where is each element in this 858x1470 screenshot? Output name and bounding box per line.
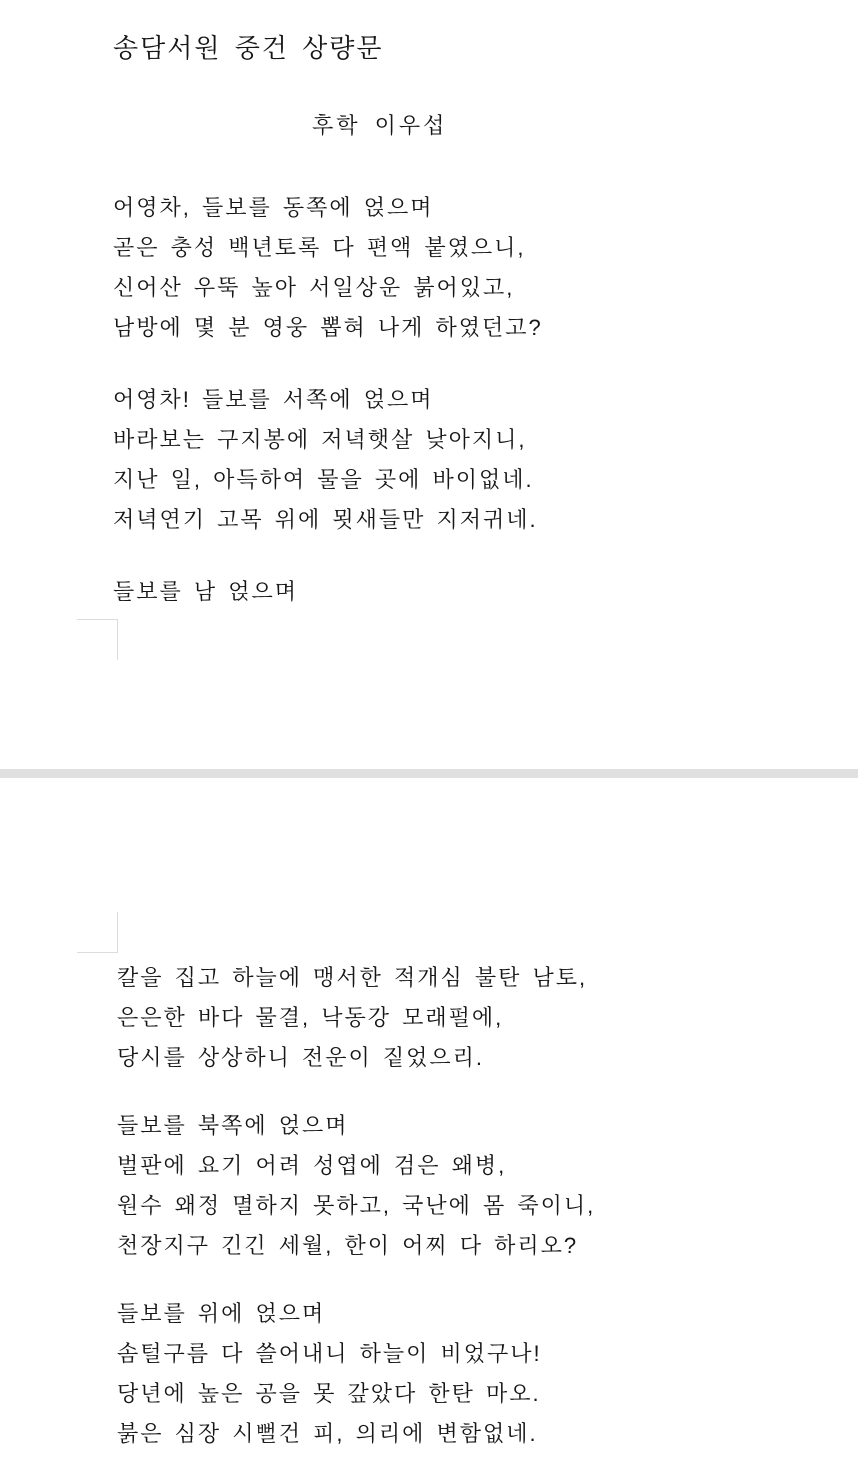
author-byline: 후학 이우섭: [312, 113, 448, 138]
poem-line: 솜털구름 다 쓸어내니 하늘이 비었구나!: [117, 1341, 542, 1366]
poem-line: 들보를 위에 얹으며: [117, 1301, 326, 1326]
poem-line: 남방에 몇 분 영웅 뽑혀 나게 하였던고?: [113, 315, 543, 340]
stanza-north-beam: [117, 1106, 818, 1266]
poem-line: 천장지구 긴긴 세월, 한이 어찌 다 하리오?: [117, 1233, 579, 1258]
stanza-upper-beam: [117, 1294, 818, 1454]
poem-line: 당시를 상상하니 전운이 짙었으리.: [117, 1045, 484, 1070]
text-boundary-corner-mark: [77, 619, 118, 660]
poem-line: 지난 일, 아득하여 물을 곳에 바이없네.: [113, 467, 534, 492]
poem-line: 곧은 충성 백년토록 다 편액 붙였으니,: [113, 235, 526, 260]
stanza-south-beam: [113, 572, 818, 612]
poem-line: 은은한 바다 물결, 낙동강 모래펄에,: [117, 1005, 504, 1030]
poem-line: 어영차, 들보를 동쪽에 얹으며: [113, 195, 434, 220]
poem-line: 들보를 남 얹으며: [113, 579, 298, 604]
text-boundary-corner-mark: [77, 912, 118, 953]
poem-line: 바라보는 구지봉에 저녁햇살 낮아지니,: [113, 427, 527, 452]
poem-line: 칼을 집고 하늘에 맹서한 적개심 불탄 남토,: [117, 965, 588, 990]
page-2: [0, 778, 858, 1470]
stanza-east-beam: [113, 188, 818, 348]
poem-line: 원수 왜정 멸하지 못하고, 국난에 몸 죽이니,: [117, 1193, 596, 1218]
page-separator: [0, 769, 858, 778]
stanza-south-beam-continued: [117, 958, 818, 1078]
poem-line: 들보를 북쪽에 얹으며: [117, 1113, 349, 1138]
poem-line: 벌판에 요기 어려 성엽에 검은 왜병,: [117, 1153, 507, 1178]
poem-line: 어영차! 들보를 서쪽에 얹으며: [113, 387, 434, 412]
poem-line: 당년에 높은 공을 못 갚았다 한탄 마오.: [117, 1381, 541, 1406]
document-title: 송담서원 중건 상량문: [113, 33, 384, 63]
poem-line: 붉은 심장 시뻘건 피, 의리에 변함없네.: [117, 1421, 538, 1446]
poem-line: 신어산 우뚝 높아 서일상운 붉어있고,: [113, 275, 515, 300]
poem-line: 저녁연기 고목 위에 묏새들만 지저귀네.: [113, 507, 538, 532]
stanza-west-beam: [113, 380, 818, 540]
